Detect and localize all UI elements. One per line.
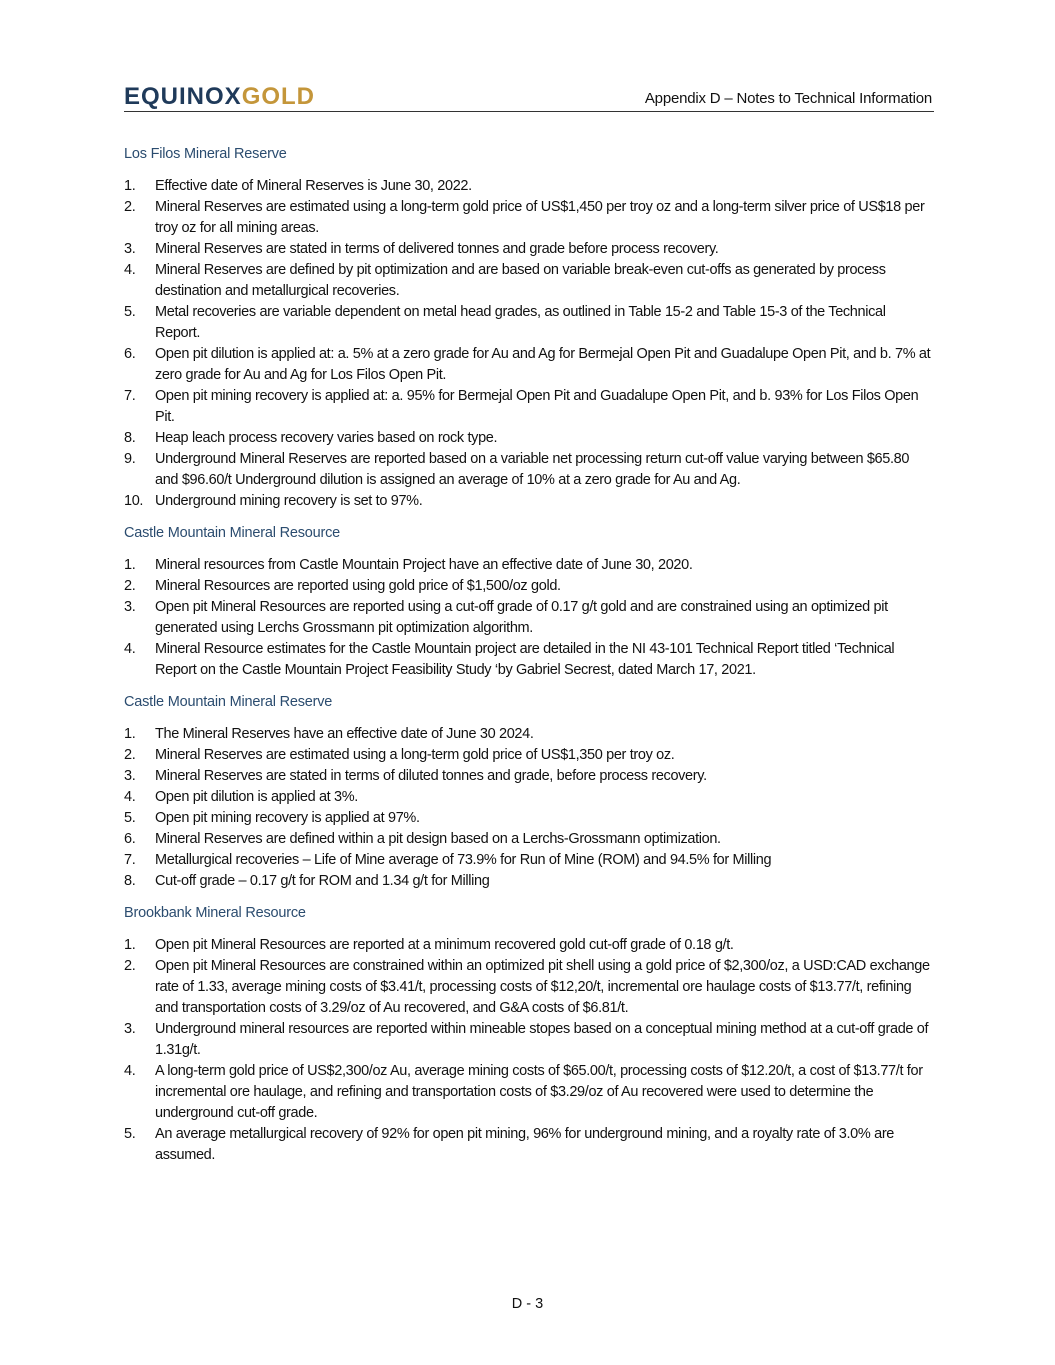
list-item	[124, 428, 934, 449]
item-number: 4.	[124, 641, 136, 657]
item-number: 2.	[124, 958, 136, 974]
item-number: 4.	[124, 262, 136, 278]
item-number: 3.	[124, 241, 136, 257]
item-number: 10.	[124, 493, 144, 509]
item-number: 7.	[124, 852, 136, 868]
list-item	[124, 449, 934, 491]
list-item	[124, 1019, 934, 1061]
list-item	[124, 639, 934, 681]
equinox-gold-logo	[124, 84, 315, 110]
list-item	[124, 344, 934, 386]
list-item	[124, 176, 934, 197]
item-text: Mineral Reserves are defined by pit optimization and are based on variable break-even cut-offs as generated by process destination and metallurgical recoveries.	[155, 262, 886, 299]
item-number: 3.	[124, 768, 136, 784]
list-item	[124, 829, 934, 850]
item-text: Underground Mineral Reserves are reported based on a variable net processing return cut-off value varying between $65.80 and $96.60/t Underground dilution is assigned an average of 10% at a zero grade for Au and Ag.	[155, 451, 910, 488]
section-heading: Castle Mountain Mineral Resource	[124, 525, 341, 541]
page-header	[124, 84, 934, 112]
item-text: Open pit mining recovery is applied at: a. 95% for Bermejal Open Pit and Guadalupe Open Pit, and b. 93% for Los Filos Open Pit.	[155, 388, 919, 425]
list-item	[124, 197, 934, 239]
item-number: 1.	[124, 726, 136, 742]
list-item	[124, 787, 934, 808]
item-text: Underground mining recovery is set to 97%.	[155, 493, 423, 509]
item-number: 2.	[124, 747, 136, 763]
section-heading: Los Filos Mineral Reserve	[124, 146, 287, 162]
item-text: Mineral Reserves are defined within a pit design based on a Lerchs-Grossmann optimization.	[155, 831, 721, 847]
list-item	[124, 597, 934, 639]
list-item	[124, 724, 934, 745]
item-text: An average metallurgical recovery of 92% for open pit mining, 96% for underground mining, and a royalty rate of 3.0% are assumed.	[155, 1126, 895, 1163]
list-item	[124, 808, 934, 829]
item-number: 9.	[124, 451, 136, 467]
item-number: 8.	[124, 430, 136, 446]
numbered-list	[124, 935, 934, 1166]
item-number: 8.	[124, 873, 136, 889]
item-text: Cut-off grade – 0.17 g/t for ROM and 1.34 g/t for Milling	[155, 873, 490, 889]
item-text: Open pit mining recovery is applied at 97%.	[155, 810, 420, 826]
item-text: Mineral Reserves are estimated using a long-term gold price of US$1,350 per troy oz.	[155, 747, 675, 763]
item-text: Metallurgical recoveries – Life of Mine average of 73.9% for Run of Mine (ROM) and 94.5% for Milling	[155, 852, 772, 868]
list-item	[124, 491, 934, 512]
list-item	[124, 576, 934, 597]
item-number: 6.	[124, 831, 136, 847]
list-item	[124, 302, 934, 344]
item-number: 2.	[124, 578, 136, 594]
logo-text-2: GOLD	[241, 83, 316, 110]
list-item	[124, 555, 934, 576]
list-item	[124, 956, 934, 1019]
logo-text-1: EQUINOX	[124, 83, 242, 110]
item-number: 1.	[124, 937, 136, 953]
item-text: Effective date of Mineral Reserves is June 30, 2022.	[155, 178, 472, 194]
list-item	[124, 850, 934, 871]
item-text: Open pit dilution is applied at 3%.	[155, 789, 358, 805]
item-text: The Mineral Reserves have an effective date of June 30 2024.	[155, 726, 534, 742]
list-item	[124, 1061, 934, 1124]
item-text: Heap leach process recovery varies based on rock type.	[155, 430, 498, 446]
item-number: 4.	[124, 789, 136, 805]
item-text: Mineral Reserves are stated in terms of delivered tonnes and grade before process recovery.	[155, 241, 719, 257]
item-text: Underground mineral resources are reported within mineable stopes based on a conceptual mining method at a cut-off grade of 1.31g/t.	[155, 1021, 929, 1058]
list-item	[124, 1124, 934, 1166]
item-number: 5.	[124, 810, 136, 826]
item-text: Mineral Resources are reported using gold price of $1,500/oz gold.	[155, 578, 561, 594]
item-text: Mineral resources from Castle Mountain Project have an effective date of June 30, 2020.	[155, 557, 693, 573]
item-text: Metal recoveries are variable dependent on metal head grades, as outlined in Table 15-2 and Table 15-3 of the Technical Report.	[155, 304, 886, 341]
item-text: Mineral Resource estimates for the Castle Mountain project are detailed in the NI 43-101 Technical Report titled ‘Technical Report on the Castle Mountain Project Feasibility Study ‘by Gabriel Secrest, dated March 17, 2021.	[155, 641, 895, 678]
list-item	[124, 386, 934, 428]
list-item	[124, 935, 934, 956]
item-number: 1.	[124, 178, 136, 194]
item-number: 4.	[124, 1063, 136, 1079]
list-item	[124, 239, 934, 260]
item-text: Mineral Reserves are estimated using a long-term gold price of US$1,450 per troy oz and a long-term silver price of US$18 per troy oz for all mining areas.	[155, 199, 925, 236]
item-text: Open pit Mineral Resources are constrained within an optimized pit shell using a gold price of $2,300/oz, a USD:CAD exchange rate of 1.33, average mining costs of $3.41/t, processing costs of $12,20/t, incremental ore haulage costs of $13.77/t, refining and transportation costs of 3.29/oz of Au recovered, and G&A costs of $6.81/t.	[155, 958, 930, 1016]
item-number: 6.	[124, 346, 136, 362]
numbered-list	[124, 176, 934, 512]
list-item	[124, 260, 934, 302]
item-number: 2.	[124, 199, 136, 215]
list-item	[124, 871, 934, 892]
numbered-list	[124, 724, 934, 892]
section-heading: Castle Mountain Mineral Reserve	[124, 694, 333, 710]
page-number: D - 3	[511, 1296, 544, 1312]
header-title: Appendix D – Notes to Technical Information	[644, 90, 932, 107]
item-number: 5.	[124, 304, 136, 320]
list-item	[124, 766, 934, 787]
item-text: Mineral Reserves are stated in terms of diluted tonnes and grade, before process recovery.	[155, 768, 707, 784]
item-text: Open pit dilution is applied at: a. 5% at a zero grade for Au and Ag for Bermejal Open Pit and Guadalupe Open Pit, and b. 7% at zero grade for Au and Ag for Los Filos Open Pit.	[155, 346, 931, 383]
item-text: A long-term gold price of US$2,300/oz Au, average mining costs of $65.00/t, processing costs of $12.20/t, a cost of $13.77/t for incremental ore haulage, and refining and transportation costs of $3.29/oz of Au recovered were used to determine the underground cut-off grade.	[155, 1063, 923, 1121]
numbered-list	[124, 555, 934, 681]
notes-content	[124, 144, 934, 1177]
item-text: Open pit Mineral Resources are reported using a cut-off grade of 0.17 g/t gold and are constrained using an optimized pit generated using Lerchs Grossmann pit optimization algorithm.	[155, 599, 888, 636]
item-text: Open pit Mineral Resources are reported at a minimum recovered gold cut-off grade of 0.18 g/t.	[155, 937, 734, 953]
list-item	[124, 745, 934, 766]
item-number: 3.	[124, 1021, 136, 1037]
item-number: 3.	[124, 599, 136, 615]
item-number: 1.	[124, 557, 136, 573]
item-number: 5.	[124, 1126, 136, 1142]
item-number: 7.	[124, 388, 136, 404]
section-heading: Brookbank Mineral Resource	[124, 905, 306, 921]
